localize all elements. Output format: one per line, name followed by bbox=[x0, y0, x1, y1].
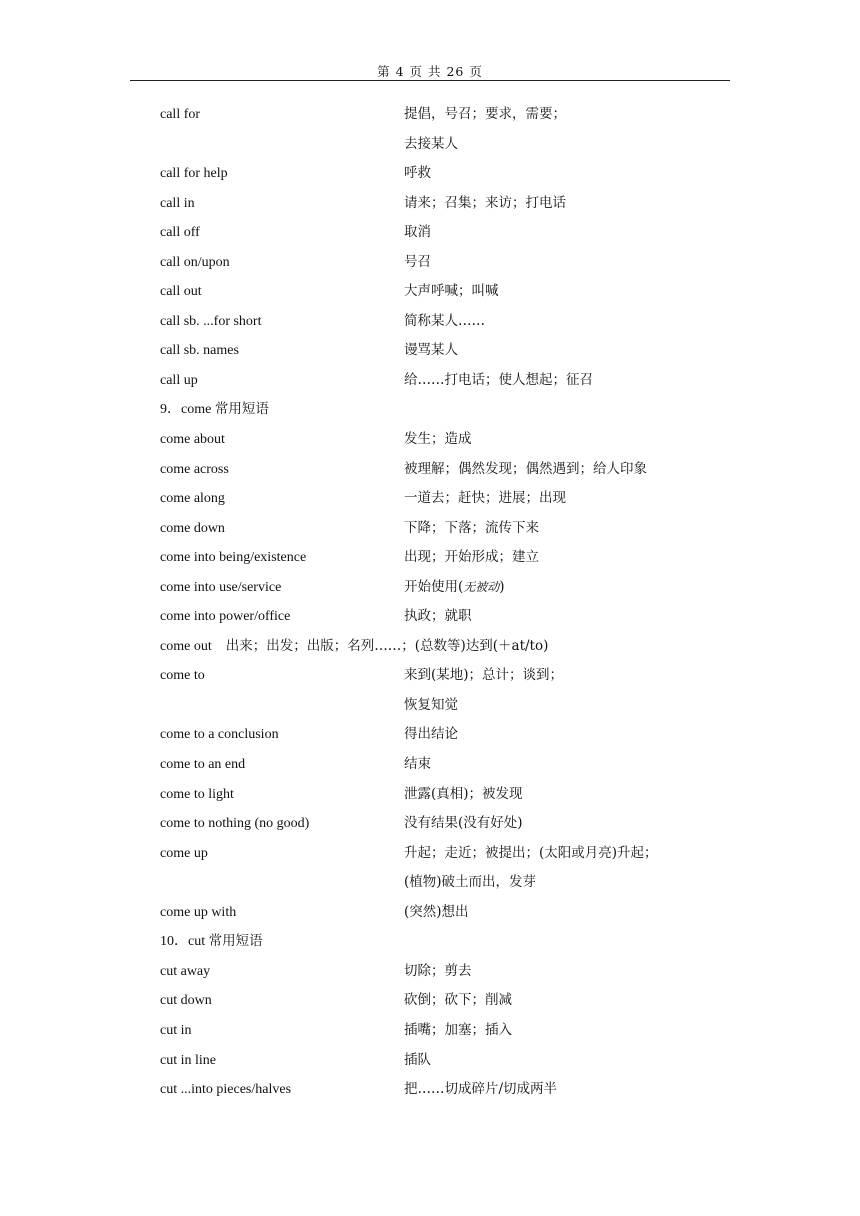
phrase-en: come to light bbox=[160, 786, 234, 802]
phrase-cn-text: 简称某人…… bbox=[404, 312, 485, 329]
phrase-cn-text: 切除；剪去 bbox=[404, 962, 472, 979]
phrase-en: call up bbox=[160, 372, 198, 388]
phrase-cn-text: 呼救 bbox=[404, 165, 431, 182]
phrase-row bbox=[160, 130, 720, 160]
phrase-cn-text: 得出结论 bbox=[404, 726, 458, 743]
phrase-cn bbox=[404, 248, 431, 278]
phrase-cn bbox=[404, 602, 472, 632]
phrase-cn-text: 谩骂某人 bbox=[404, 342, 458, 359]
phrase-row bbox=[160, 1075, 720, 1105]
phrase-en: call sb. ...for short bbox=[160, 313, 262, 329]
phrase-en: come along bbox=[160, 491, 225, 507]
phrase-en: call sb. names bbox=[160, 343, 239, 359]
phrase-cn-text: 大声呼喊；叫喊 bbox=[404, 283, 499, 300]
phrase-en: call in bbox=[160, 195, 195, 211]
phrase-en: come about bbox=[160, 432, 225, 448]
phrase-cn bbox=[404, 159, 431, 189]
phrase-row bbox=[160, 218, 720, 248]
phrase-cn bbox=[404, 868, 536, 898]
header-rule bbox=[130, 80, 730, 81]
phrase-cn-text: 把……切成碎片/切成两半 bbox=[404, 1081, 558, 1098]
phrase-en: call off bbox=[160, 225, 200, 241]
phrase-row bbox=[160, 455, 720, 485]
phrase-row bbox=[160, 336, 720, 366]
phrase-row bbox=[160, 986, 720, 1016]
phrase-cn bbox=[404, 720, 458, 750]
phrase-en: come to an end bbox=[160, 757, 246, 773]
phrase-row bbox=[160, 691, 720, 721]
phrase-cn bbox=[404, 218, 431, 248]
phrase-row bbox=[160, 750, 720, 780]
phrase-row bbox=[160, 514, 720, 544]
phrase-en: come into power/office bbox=[160, 609, 291, 625]
phrase-cn bbox=[404, 366, 593, 396]
phrase-cn-text: 提倡，号召；要求，需要； bbox=[404, 106, 566, 122]
phrase-cn-text: 出现；开始形成；建立 bbox=[404, 549, 539, 566]
phrase-row bbox=[160, 868, 720, 898]
phrase-cn bbox=[404, 957, 472, 987]
phrase-cn bbox=[404, 277, 499, 307]
phrase-en: come to bbox=[160, 668, 205, 684]
phrase-list bbox=[160, 100, 720, 1105]
phrase-en: cut in bbox=[160, 1022, 192, 1038]
phrase-cn-text: 一道去；赶快；进展；出现 bbox=[404, 490, 566, 507]
phrase-cn bbox=[404, 336, 458, 366]
phrase-cn bbox=[404, 1016, 512, 1046]
phrase-cn: 出来；出发；出版；名列……；(总数等)达到(＋at/to) bbox=[225, 637, 549, 654]
section-title-come bbox=[160, 395, 720, 425]
phrase-cn bbox=[404, 809, 523, 839]
phrase-row bbox=[160, 159, 720, 189]
phrase-row bbox=[160, 1016, 720, 1046]
phrase-cn-text: 升起；走近；被提出；(太阳或月亮)升起； bbox=[404, 844, 658, 861]
phrase-en: call out bbox=[160, 284, 202, 300]
phrase-row bbox=[160, 277, 720, 307]
phrase-cn-text: 插队 bbox=[404, 1051, 431, 1068]
phrase-row bbox=[160, 661, 720, 691]
phrase-cn-text: 取消 bbox=[404, 224, 431, 241]
phrase-cn bbox=[404, 425, 472, 455]
phrase-row-inline bbox=[160, 632, 720, 662]
phrase-row bbox=[160, 366, 720, 396]
phrase-cn bbox=[404, 750, 431, 780]
phrase-cn-text: 给……打电话；使人想起；征召 bbox=[404, 371, 593, 388]
phrase-cn bbox=[404, 780, 523, 810]
section-number: 10．cut bbox=[160, 934, 209, 950]
phrase-tail: ) bbox=[499, 578, 505, 595]
phrase-cn bbox=[404, 573, 505, 603]
section-label: 常用短语 bbox=[208, 933, 263, 950]
phrase-row bbox=[160, 307, 720, 337]
phrase-row bbox=[160, 602, 720, 632]
phrase-en: come to nothing (no good) bbox=[160, 816, 310, 832]
phrase-en: cut down bbox=[160, 993, 212, 1009]
page-header: 第 4 页 共 26 页 bbox=[377, 64, 483, 79]
phrase-row bbox=[160, 809, 720, 839]
phrase-en: come up bbox=[160, 845, 208, 861]
phrase-row bbox=[160, 1046, 720, 1076]
phrase-row bbox=[160, 484, 720, 514]
phrase-cn bbox=[404, 1075, 557, 1105]
phrase-cn bbox=[404, 1046, 431, 1076]
phrase-cn-text: 砍倒；砍下；削减 bbox=[404, 992, 512, 1009]
phrase-en: come into use/service bbox=[160, 579, 282, 595]
phrase-cn-text: 下降；下落；流传下来 bbox=[404, 519, 539, 536]
phrase-cn bbox=[404, 100, 566, 130]
phrase-cn bbox=[404, 484, 566, 514]
phrase-cn-text: 发生；造成 bbox=[404, 431, 472, 448]
phrase-row bbox=[160, 543, 720, 573]
phrase-en: call on/upon bbox=[160, 254, 230, 270]
phrase-row bbox=[160, 957, 720, 987]
phrase-cn bbox=[404, 130, 458, 160]
phrase-en: come into being/existence bbox=[160, 550, 307, 566]
phrase-cn bbox=[404, 455, 647, 485]
phrase-cn bbox=[404, 189, 566, 219]
phrase-cn-text: 去接某人 bbox=[404, 135, 458, 152]
phrase-cn-text: 执政；就职 bbox=[404, 608, 472, 625]
phrase-cn bbox=[404, 543, 539, 573]
phrase-en: call for bbox=[160, 107, 201, 122]
phrase-en: cut in line bbox=[160, 1052, 216, 1068]
phrase-cn-text: 插嘴；加塞；插入 bbox=[404, 1021, 512, 1038]
phrase-cn-text: 被理解；偶然发现；偶然遇到；给人印象 bbox=[404, 460, 647, 477]
phrase-en: come out bbox=[160, 638, 212, 654]
phrase-row bbox=[160, 100, 720, 130]
phrase-cn bbox=[404, 839, 658, 869]
section-label: 常用短语 bbox=[214, 401, 269, 418]
phrase-en: cut away bbox=[160, 963, 211, 979]
phrase-row bbox=[160, 780, 720, 810]
phrase-cn-text: 来到(某地)；总计；谈到； bbox=[404, 667, 564, 684]
phrase-cn bbox=[404, 898, 469, 928]
phrase-en: cut ...into pieces/halves bbox=[160, 1082, 292, 1098]
phrase-cn-text: 号召 bbox=[404, 253, 431, 270]
phrase-cn bbox=[404, 691, 458, 721]
phrase-en: call for help bbox=[160, 166, 228, 182]
section-number: 9．come bbox=[160, 402, 215, 418]
phrase-cn-text: 泄露(真相)；被发现 bbox=[404, 785, 523, 802]
phrase-row bbox=[160, 573, 720, 603]
phrase-cn bbox=[404, 986, 512, 1016]
phrase-note: 无被动 bbox=[463, 579, 500, 594]
phrase-cn bbox=[404, 307, 485, 337]
phrase-row bbox=[160, 720, 720, 750]
phrase-row bbox=[160, 248, 720, 278]
section-title-cut bbox=[160, 927, 720, 957]
phrase-cn-text: (突然)想出 bbox=[404, 903, 469, 920]
phrase-cn-text: 结束 bbox=[404, 756, 431, 773]
phrase-cn-text: 请来；召集；来访；打电话 bbox=[404, 194, 566, 211]
phrase-row bbox=[160, 839, 720, 869]
phrase-row bbox=[160, 189, 720, 219]
phrase-cn bbox=[404, 514, 539, 544]
phrase-cn-text: (植物)破土而出，发芽 bbox=[404, 874, 537, 891]
phrase-row bbox=[160, 425, 720, 455]
phrase-en: come down bbox=[160, 520, 225, 536]
phrase-en: come across bbox=[160, 461, 229, 477]
phrase-en: come up with bbox=[160, 904, 237, 920]
phrase-en: come to a conclusion bbox=[160, 727, 279, 743]
phrase-cn-text: 没有结果(没有好处) bbox=[404, 815, 523, 832]
phrase-cn bbox=[404, 661, 563, 691]
phrase-cn-text: 开始使用( bbox=[404, 578, 464, 595]
phrase-cn-text: 恢复知觉 bbox=[404, 696, 458, 713]
phrase-row bbox=[160, 898, 720, 928]
